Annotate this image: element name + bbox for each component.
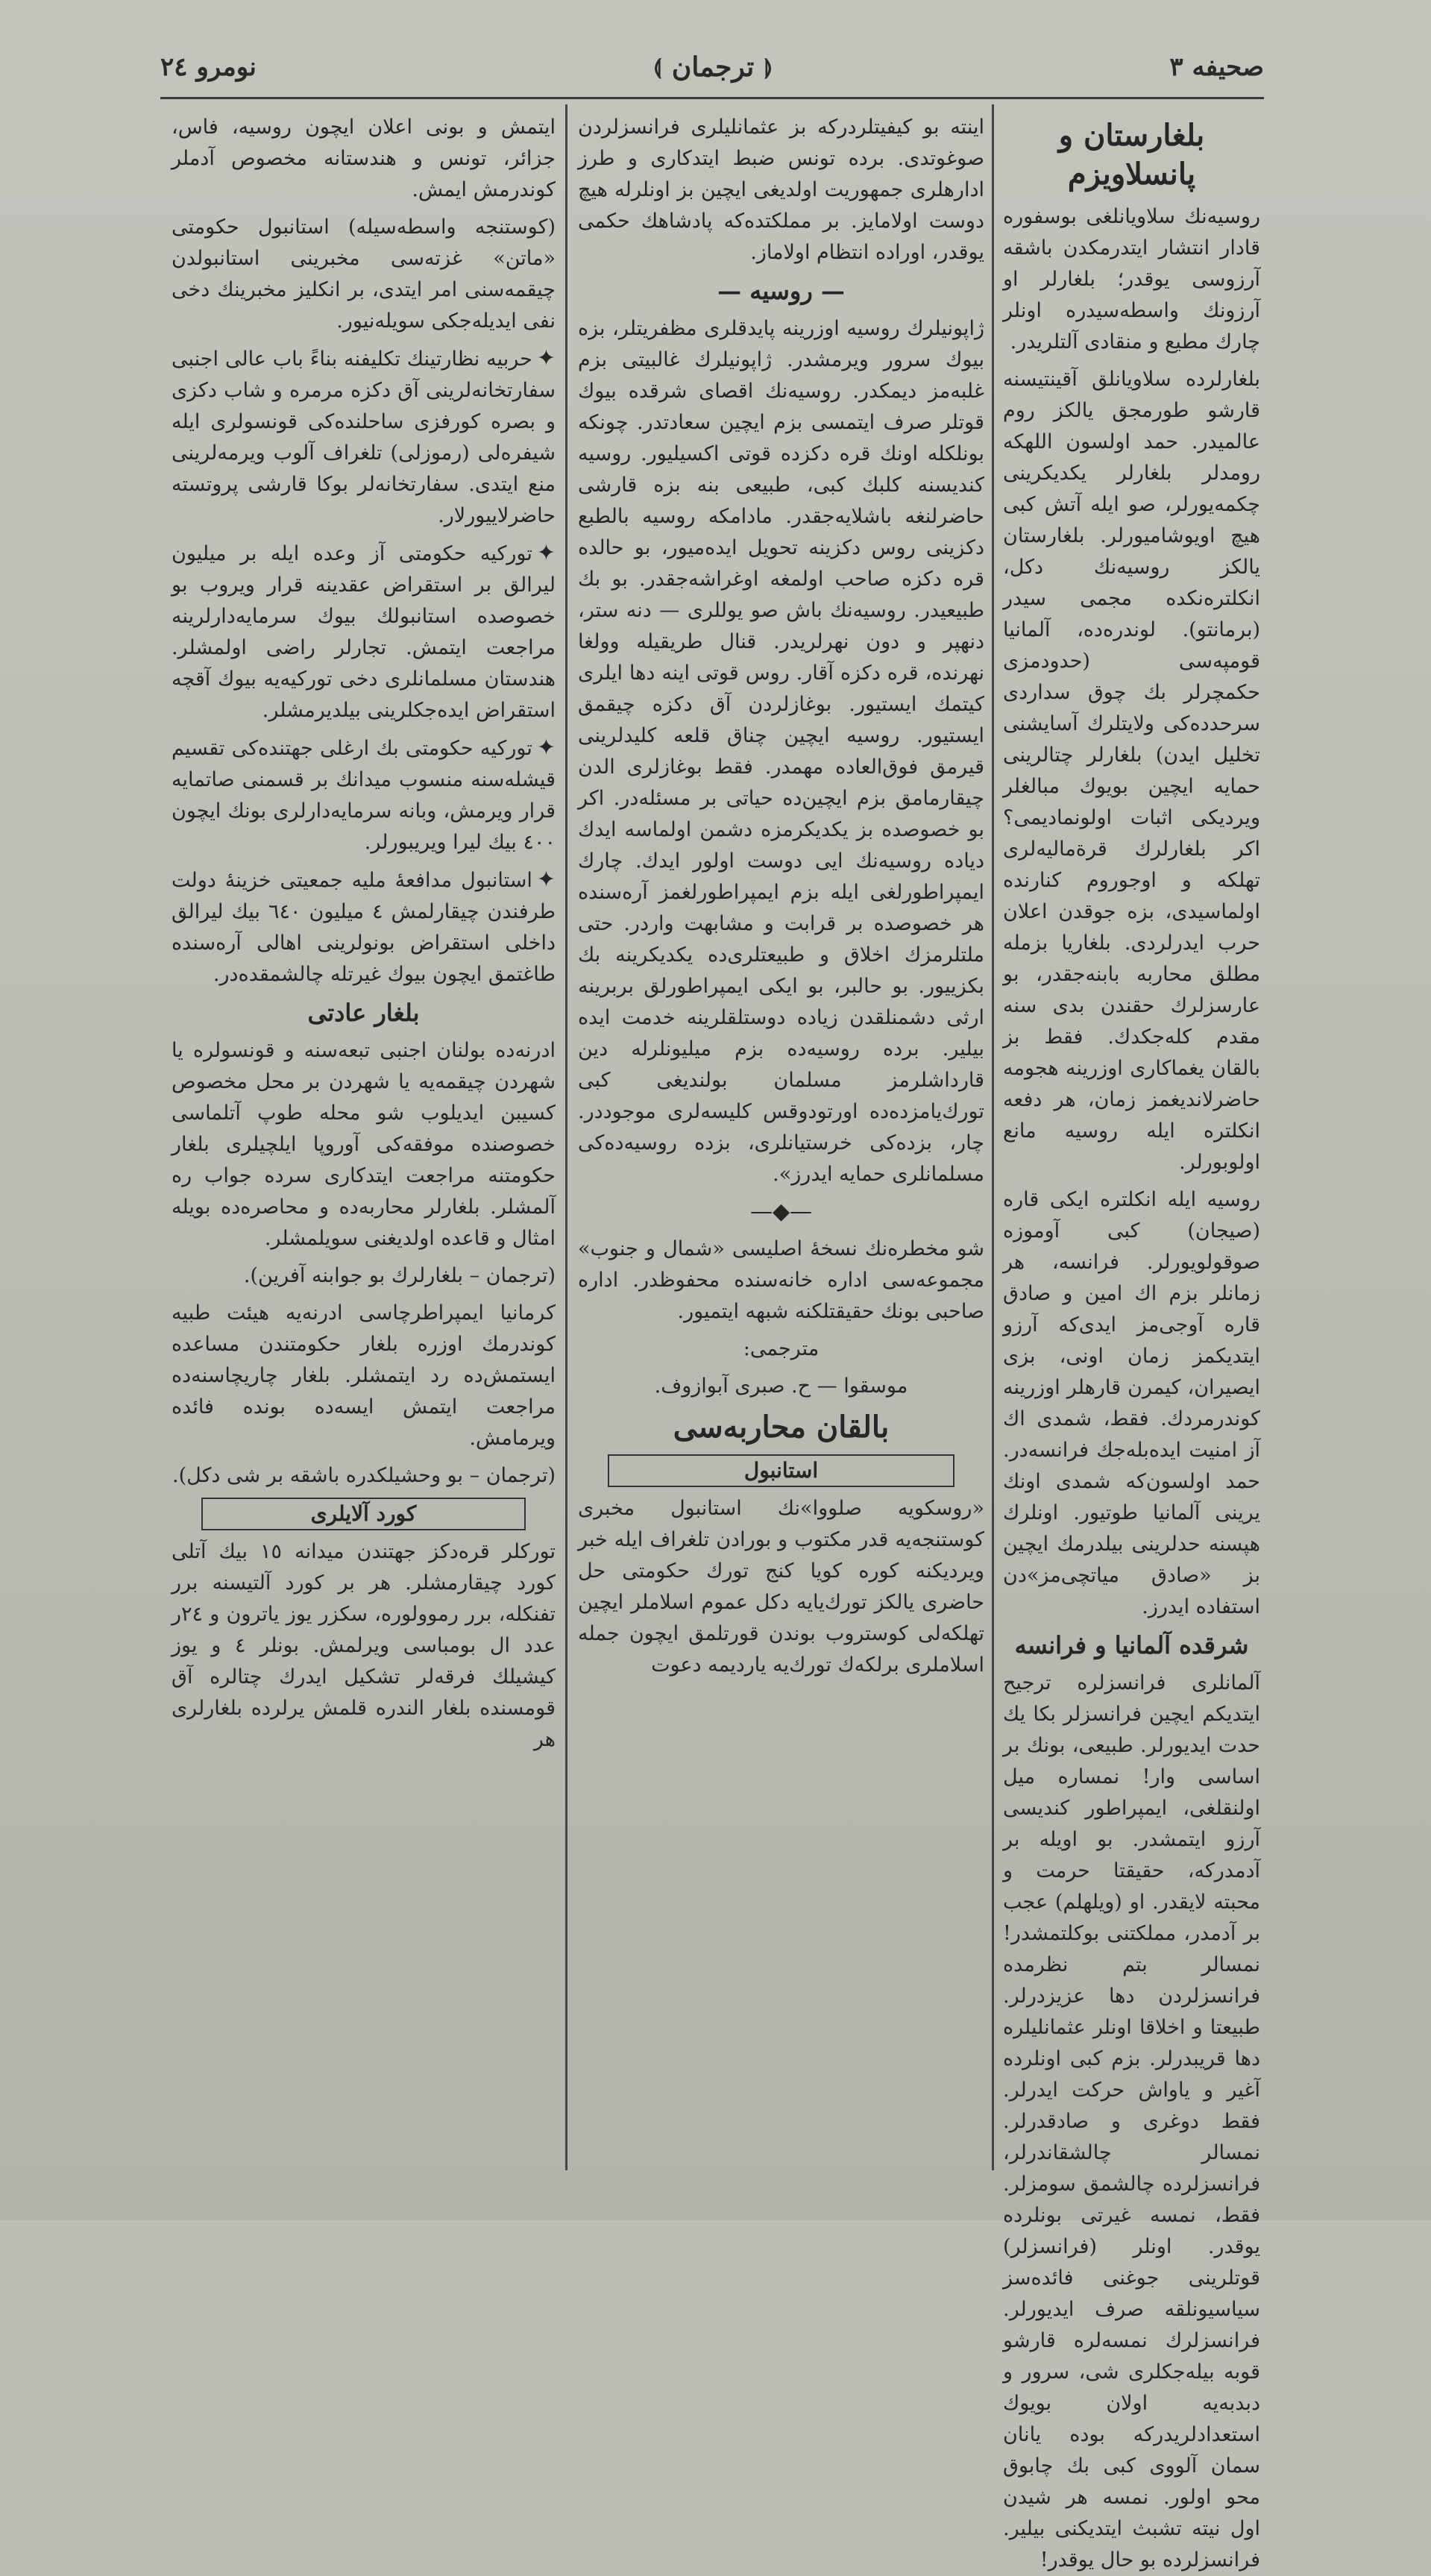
subheadline-russia: — روسيه — bbox=[717, 277, 845, 305]
news-item-text: حربيه نظارتينك تكليفنه بناءً باب عالى اجنبى سفارتخانه‌لرينى آق دكزه مرمره و شاب دكزى و بصره كورفزى ساحلنده‌كى قونسولرى ايله شيفره‌لى (رموزلى) تلغراف آلوب ويرمه‌لرينى منع ايتدى. سفارتخانه‌لر بوكا قارشى پروتسته حاضرلاييورلار. bbox=[172, 348, 556, 527]
dateline-istanbul: استانبول bbox=[608, 1454, 954, 1487]
paragraph: (ترجمان – بو وحشيلكدره باشقه بر شى دكل). bbox=[172, 1464, 556, 1487]
paragraph: ايتمش و بونى اعلان ايچون روسيه، فاس، جزائر، تونس و هندستانه مخصوص آدملر كوندرمش ايمش. bbox=[172, 116, 556, 201]
masthead bbox=[160, 41, 1264, 93]
issue-number: نومرو ٢٤ bbox=[160, 52, 257, 82]
diamond-bullet-icon: ✦ bbox=[536, 540, 556, 566]
translator-name: موسقوا — ح. صبرى آبوازوف. bbox=[654, 1375, 908, 1398]
paragraph: «روسكويه صلووا»نك استانبول مخبرى كوستنجه‌يه قدر مكتوب و بورادن تلغراف ايله خبر ويرديكنه كوره كويا كنج تورك حكومتى حل حاضرى يالكز تورك‌يايه دكل عموم اسلاملر ايچين تهلكه‌لى كوستروب بوندن قورتلمق ايچون جمله اسلاملرى برلكه‌ك تورك‌يه يارديمه دعوت bbox=[578, 1497, 984, 1677]
column-right bbox=[1003, 112, 1260, 2572]
newspaper-title: ترجمان bbox=[671, 51, 755, 83]
news-item-text: توركيه حكومتى آز وعده ايله بر ميليون ليرالق بر استقراض عقدينه قرار ويروب بو خصوصده استانبولك بيوك سرمايه‌دارلرينه مراجعت ايتمش. تجارلر راضى اولمشلر. هندستان مسلمانلرى دخى توركيه‌يه بيوك آقچه استقراض ايده‌جكلرينى بيلديرمشلر. bbox=[172, 542, 556, 722]
newspaper-title-block bbox=[654, 51, 773, 83]
paragraph: اينته بو كيفيتلردركه بز عثمانليلرى فرانسزلردن صوغوتدى. برده تونس ضبط ايتدكارى و طرز ادارهلرى جمهوريت اولديغى ايچين بز اونلرله هيچ دوست اولامايز. بر مملكتده‌كه پادشاهك حكمى يوقدر، اوراده انتظام اولاماز. bbox=[578, 116, 984, 264]
paragraph: (كوستنجه واسطه‌سيله) استانبول حكومتى «ماتن» غزته‌سى مخبرينى استانبولدن چيقمه‌سنى امر ايتدى، بر انكليز مخبرينك دخى نفى ايديله‌جكى سويله‌نيور. bbox=[172, 216, 556, 333]
news-item bbox=[172, 864, 556, 990]
paragraph: روسيه‌نك سلاويانلغى بوسفوره قادار انتشار ايتدرمكدن باشقه آرزوسى يوقدر؛ بلغارلر او آرزونك واسطه‌سيدره اونلر چارك مطيع و منقادى آلتلريدر. bbox=[1003, 205, 1260, 354]
news-item-text: استانبول مدافعهٔ مليه جمعيتى خزينهٔ دولت طرفندن چيقارلمش ٤ ميليون ٦٤٠ بيك ليرالق داخلى استقراض بونولرينى اهالى آره‌سنده طاغتمق ايچون بيوك غيرتله چالشمقده‌در. bbox=[172, 869, 556, 986]
boxed-headline-kurd-regiments: كورد آلايلرى bbox=[201, 1498, 526, 1530]
subheadline-germany-france: شرقده آلمانيا و فرانسه bbox=[1014, 1631, 1249, 1659]
headline-balkan-war: بالقان محاربه‌سى bbox=[673, 1410, 890, 1445]
paragraph: آلمانلرى فرانسزلره ترجيح ايتديكم ايچين فرانسزلر بكا يك حدت ايديورلر. طبيعى، بونك بر اساسى وار! نمساره ميل اولنقلغى، ايمپراطور كنديسى آرزو ايتمشدر. بو اويله بر آدمدركه، حقيقتا حرمت و محبته لايقدر. او (ويلهلم) عجب بر آدمدر، مملكتنى بوكلتمشدر! نمسالر بتم نظرمده فرانسزلردن دها عزيزدرلر. طبيعتا و اخلاقا اونلر عثمانليلره دها قريبدرلر. بزم كبى اونلرده آغير و ياواش حركت ايدرلر. فقط دوغرى و صادقدرلر. نمسالر چالشقاندرلر، فرانسزلرده چالشمق سومزلر. فقط، نمسه غيرتى بونلرده يوقدر. اونلر (فرانسزلر) قوتلرينى جوغنى فائده‌سز سياسيونلقه صرف ايديورلر. فرانسزلرك نمسه‌لره قارشو قوبه بيله‌جكلرى شى، سرور و دبدبه‌يه اولان بويوك استعدادلريدركه بوده يانان سمان آلووى كبى بك چابوق محو اولور. نمسه هر شيدن اول نيته تشبث ايتديكنى بيلير. فرانسزلرده بو حال يوقدر! bbox=[1003, 1671, 1260, 2572]
translator-label: مترجمى: bbox=[743, 1337, 820, 1360]
news-item bbox=[172, 538, 556, 726]
page-number: صحيفه ٣ bbox=[1169, 52, 1264, 82]
separator-ornament-icon: —◆— bbox=[749, 1199, 813, 1225]
paragraph: بلغارلرده سلاويانلق آقينتيسنه قارشو طورمجق يالكز روم عالميدر. حمد اولسون اللهكه رومدلر بلغارلر يكديكرينى چكمه‌يورلر، صو ايله آتش كبى هيچ اويوشاميورلر. بلغارستان يالكز روسيه‌نك دكل، انكلتره‌نكده مجمى سيدر (برمانتو). لوندره‌ده، آلمانيا قومپه‌سى (حدودمزى حكمچرلر بك چوق سداردى سرحدده‌كى ولايتلرك آسايشنى تخليل ايدن) بلغارلر چتالرينى حمايه ايچين بويوك مبالغلر ويرديكى اثبات اولونماديمى؟ اكر بلغارلرك قرةماليه‌لرى تهلكه و اوجوروم كنارنده اولماسيدى، بزه جوقدن اعلان حرب ايدرلردى. بلغاريا بزمله مطلق محاربه بابنه‌جقدر، بو عارسزلرك حقندن بدى سنه مقدم كله‌جكدك. فقط بز بالقان يغماكارى اوزرينه هجومه حاضرلانديغمز زمان، هر دفعه انكلتره ايله روسيه مانع اولوبورلر. bbox=[1003, 368, 1260, 1174]
paragraph: كرمانيا ايمپراطرچاسى ادرنه‌يه هيئت طبيه كوندرمك اوزره بلغار حكومتندن مساعده ايستمش‌ده رد ايتمشلر. بلغار چاريچاسنه‌ده مراجعت ايتمش ايسه‌ده بونده فائده ويرمامش. bbox=[172, 1301, 556, 1450]
column-left bbox=[172, 112, 556, 2185]
paragraph: (ترجمان – بلغارلرك بو جوابنه آفرين). bbox=[243, 1264, 556, 1287]
diamond-bullet-icon: ✦ bbox=[536, 867, 556, 893]
news-item-text: توركيه حكومتى بك ارغلى جهتنده‌كى تقسيم قيشله‌سنه منسوب ميدانك بر قسمنى صاتمايه قرار ويرمش، وبانه سرمايه‌دارلرى بونك ايچون ٤٠٠ بيك ليرا ويريبورلر. bbox=[172, 737, 556, 854]
editorial-notice: شو مخطره‌نك نسخهٔ اصليسى «شمال و جنوب» مجموعه‌سى اداره خانه‌سنده محفوظدر. اداره صاحبى بونك حقيقتلكنه شبهه ايتميور. bbox=[578, 1237, 984, 1323]
header-rule bbox=[160, 97, 1264, 99]
diamond-bullet-icon: ✦ bbox=[536, 345, 556, 371]
ornament-right-icon: ⟭ bbox=[764, 54, 773, 79]
news-item bbox=[172, 732, 556, 858]
column-rule-left bbox=[565, 104, 567, 2170]
headline-bulgaria-panslavism: بلغارستان و پانسلاويزم bbox=[1058, 118, 1205, 192]
paragraph: ادرنه‌ده بولنان اجنبى تبعه‌سنه و قونسولره يا شهردن چيقمه‌يه يا شهردن بر محل مخصوص كسيبن ايديلوب شو محله طوپ آتلماسى خصوصنده موفقه‌كى آوروپا ايلچيلرى بلغار حكومتنه مراجعت ايتدكارى سرده جواب ره آلمشلر. بلغارلر محاربه‌ده و محاصره‌ده بويله امثال و قاعده اولديغنى سويلمشلر. bbox=[172, 1039, 556, 1250]
paragraph: روسيه ايله انكلتره ايكى قاره (صيجان) كبى آوموزه صوقولويورلر. فرانسه، هر زمانلر بزم اك امين و صادق قاره آوجى‌مز ايدى‌كه آرزو ايتديكمز زمان اونى، بزى ايصيران، كيمرن قارهلر اوزرينه كوندرمردك. فقط، شمدى اك آز امنيت ايده‌بله‌جك فرانسه‌در. حمد اولسون‌كه شمدى اونك يرينى آلمانيا طوتيور. اونلرك هپسنه حدلرينى بيلدرمك ايچين بز «صادق مياتچى‌مز»دن استفاده ايدرز. bbox=[1003, 1188, 1260, 1618]
paragraph: توركلر قره‌دكز جهتندن ميدانه ١٥ بيك آتلى كورد چيقارمشلر. هر بر كورد آلتيسنه برر تفنكله، برر رموولوره، سكزر يوز ياترون و ٢٤ر عدد ال بومباسى ويرلمش. بونلر ٤ و يوز كيشيلك فرقه‌لر تشكيل ايدرك چتالره آق قومسنده بلغار الندره قلمش يرلرده بلغارلرى هر bbox=[172, 1540, 556, 1751]
diamond-bullet-icon: ✦ bbox=[536, 735, 556, 761]
column-middle bbox=[578, 112, 984, 2185]
subheadline-bulgarian-custom: بلغار عادتى bbox=[307, 999, 420, 1027]
ornament-left-icon: ⟬ bbox=[653, 54, 661, 79]
column-rule-right bbox=[992, 104, 994, 2170]
paragraph: ژاپونيلرك روسيه اوزرينه پايدقلرى مظفريتلر، بزه بيوك سرور ويرمشدر. ژاپونيلرك غالبيتى بزم غلبه‌مز ديمكدر. روسيه‌نك اقصاى شرقده بيوك قوتلر صرف ايتمسى بزم ايچين سعادتدر. چونكه بونلكله اونك قره دكزده قوتى اكسيليور. روسيه كنديسنه كلبك كبى، طبيعى بنه بزه قارشى حاضرلنغه باشلايه‌جقدر. مادامكه روسيه بالطبع دكزينى روس دكزينه تحويل ايده‌ميور، بو حالده قره دكزه صاحب اولمغه اوغراشه‌جقدر. بو بك طبيعيدر. روسيه‌نك باش صو يوللرى — دنه ستر، دنهپر و دون نهرلريدر. قنال طريقيله وولغا نهرنده، قره دكزه آقار. روس قوتى اينه دها ايلرى كيتمك ايستيور. بوغازلردن آق دكزه چيقمق ايستيور. روسيه ايچين چناق قلعه كليدلرينى قيرمق فوق‌العاده مهمدر. فقط بوغازلرى الدن چيقارمامق بزم ايچين‌ده حياتى بر مسئله‌در. اكر بو خصوصده بز يكديكرمزه دشمن اولماسه ايدك دياده روسيه‌نك ايى دوست اولور ايدك. چارك ايمپراطورلغى ايله بزم ايمپراطورلغمز آره‌سنده هر خصوصده بر قرابت و مشابهت واردر. حتى ملتلرمزك اخلاق و طبيعتلرى‌ده يكديكرينه بك بكزييور. بو حالبر، بو ايكى ايمپراطورلق بربرينه ارثى دشمنلقدن زياده دوستلقلرينه خدمت ايده بيلير. برده روسيه‌ده بزم ميليونلرله دين قارداشلرمز مسلمان بولنديغى كبى تورك‌يامزده‌ده اورتودوقس كليسه‌لرى موجوددر. چار، بزده‌كى خرستيانلرى، بزده روسيه‌ده‌كى مسلمانلرى حمايه ايدرز». bbox=[578, 317, 984, 1186]
news-item bbox=[172, 343, 556, 532]
